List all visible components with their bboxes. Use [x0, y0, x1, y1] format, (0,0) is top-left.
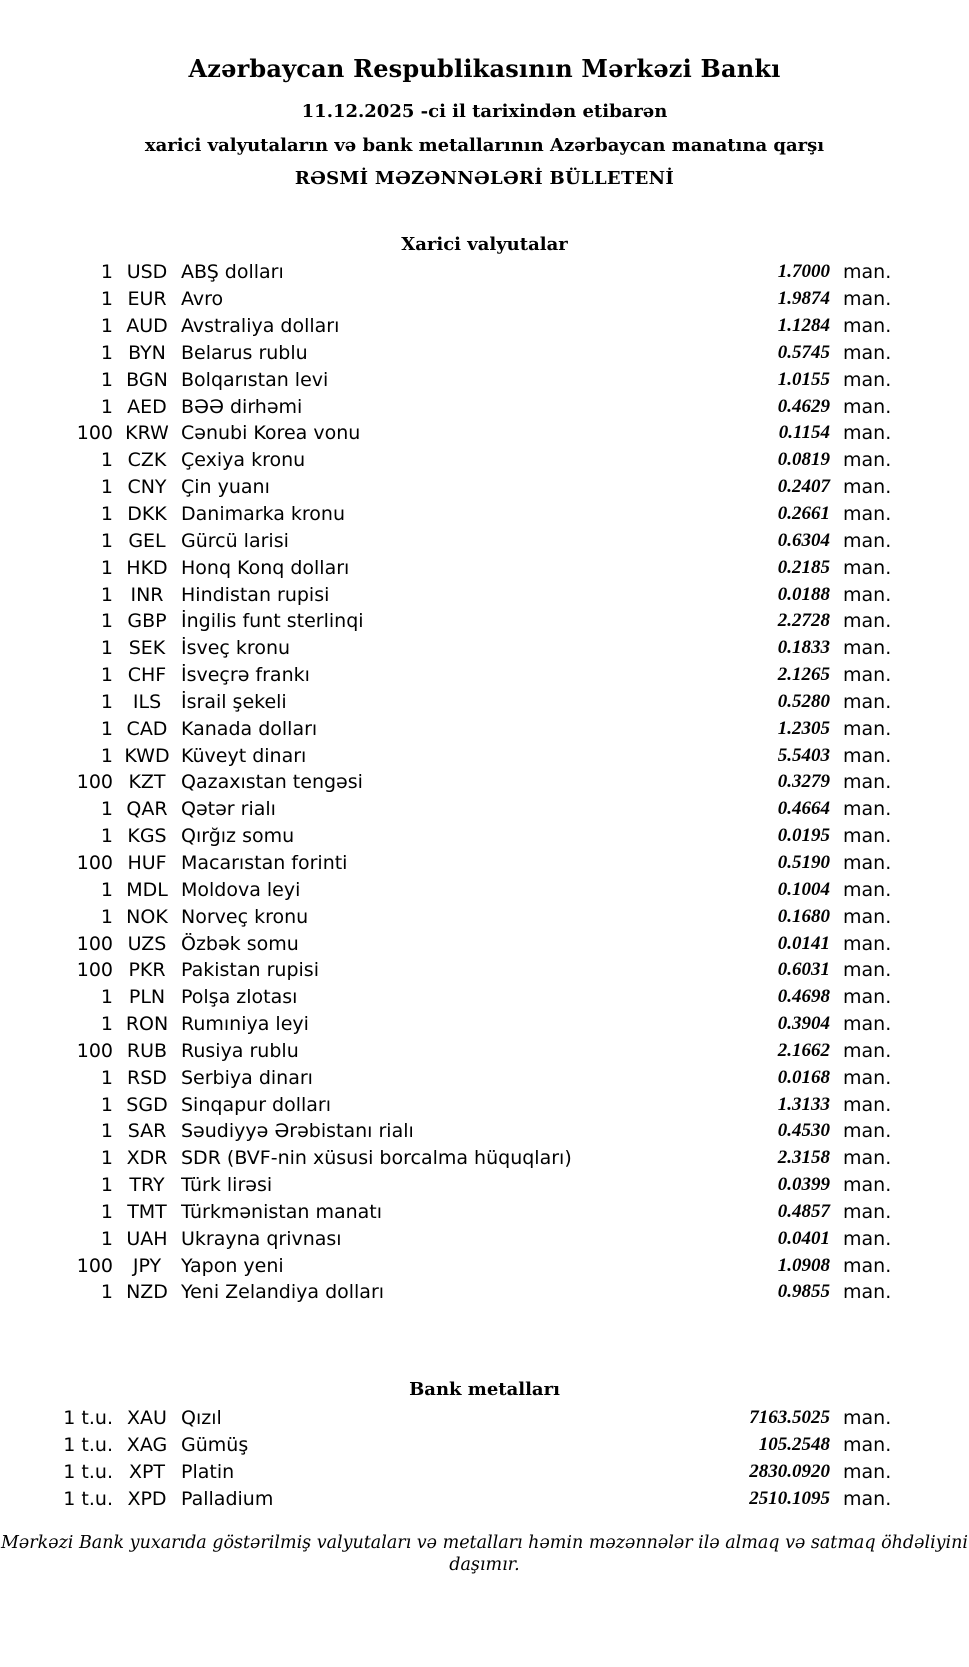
currency-code: INR [130, 583, 164, 606]
currency-code: TRY [129, 1174, 165, 1197]
currency-name: Sinqapur dolları [181, 1093, 332, 1116]
currency-row [0, 984, 895, 1011]
currency-unit: man. [843, 878, 892, 901]
currency-code: CAD [126, 717, 168, 740]
currency-name: Honq Konq dolları [181, 556, 350, 579]
metal-quantity: 1 t.u. [63, 1487, 113, 1510]
currency-unit: man. [843, 717, 892, 740]
foreign-currencies-table [0, 259, 895, 1306]
currency-name: Yeni Zelandiya dolları [181, 1281, 385, 1304]
currency-rate: 0.0819 [777, 449, 830, 471]
currency-unit: man. [843, 610, 892, 633]
currency-row [0, 742, 895, 769]
metal-code: XAG [126, 1434, 168, 1457]
metal-unit: man. [843, 1487, 892, 1510]
currency-unit: man. [843, 261, 892, 284]
currency-unit: man. [843, 664, 892, 687]
currency-name: Qırğız somu [181, 825, 295, 848]
currency-code: PKR [128, 959, 166, 982]
currency-quantity: 1 [100, 476, 113, 499]
currency-quantity: 1 [100, 1174, 113, 1197]
currency-unit: man. [843, 959, 892, 982]
currency-code: PLN [128, 986, 166, 1009]
currency-quantity: 1 [100, 1147, 113, 1170]
currency-row [0, 420, 895, 447]
metal-name: Palladium [181, 1487, 274, 1510]
currency-quantity: 1 [100, 905, 113, 928]
currency-rate: 2.2728 [777, 610, 830, 632]
currency-row [0, 259, 895, 286]
currency-code: CZK [127, 449, 167, 472]
currency-rate: 0.6304 [777, 529, 830, 551]
metal-row [0, 1405, 895, 1432]
currency-quantity: 100 [76, 932, 113, 955]
currency-unit: man. [843, 368, 892, 391]
currency-code: UAH [126, 1227, 168, 1250]
currency-quantity: 1 [100, 315, 113, 338]
currency-row [0, 447, 895, 474]
currency-row [0, 313, 895, 340]
currency-code: KZT [128, 771, 166, 794]
currency-name: Rusiya rublu [181, 1039, 299, 1062]
currency-rate: 0.4664 [777, 798, 830, 820]
currency-rate: 1.3133 [777, 1093, 830, 1115]
currency-row [0, 1037, 895, 1064]
currency-code: DKK [127, 503, 167, 526]
currency-name: Polşa zlotası [181, 986, 298, 1009]
currency-unit: man. [843, 449, 892, 472]
currency-name: Cənubi Korea vonu [181, 422, 361, 445]
currency-code: JPY [132, 1254, 162, 1277]
currency-quantity: 1 [100, 878, 113, 901]
currency-rate: 1.0908 [777, 1254, 830, 1276]
currency-unit: man. [843, 851, 892, 874]
currency-row [0, 635, 895, 662]
currency-quantity: 1 [100, 1200, 113, 1223]
currency-code: RUB [126, 1039, 168, 1062]
currency-row [0, 823, 895, 850]
currency-name: Qətər rialı [181, 798, 276, 821]
currency-row [0, 554, 895, 581]
currency-rate: 2.3158 [777, 1147, 830, 1169]
currency-name: Yapon yeni [181, 1254, 284, 1277]
currency-code: AUD [126, 315, 168, 338]
metal-code: XPT [128, 1461, 166, 1484]
currency-name: Gürcü larisi [181, 529, 289, 552]
currency-unit: man. [843, 1254, 892, 1277]
currency-code: EUR [127, 288, 167, 311]
currency-rate: 0.1833 [777, 637, 830, 659]
currency-quantity: 1 [100, 1093, 113, 1116]
currency-row [0, 957, 895, 984]
metal-code: XPD [127, 1487, 167, 1510]
currency-quantity: 1 [100, 825, 113, 848]
currency-row [0, 527, 895, 554]
currency-rate: 2.1265 [777, 664, 830, 686]
currency-row [0, 689, 895, 716]
metal-code: XAU [127, 1407, 167, 1430]
currency-unit: man. [843, 556, 892, 579]
currency-code: BGN [126, 368, 168, 391]
currency-row [0, 1064, 895, 1091]
currency-unit: man. [843, 1227, 892, 1250]
metal-quantity: 1 t.u. [63, 1407, 113, 1430]
currency-code: MDL [126, 878, 168, 901]
currency-rate: 0.0168 [777, 1066, 830, 1088]
currency-name: Hindistan rupisi [181, 583, 330, 606]
currency-quantity: 1 [100, 449, 113, 472]
metal-quantity: 1 t.u. [63, 1461, 113, 1484]
metal-row [0, 1432, 895, 1459]
currency-quantity: 100 [76, 771, 113, 794]
currency-row [0, 286, 895, 313]
currency-name: Moldova leyi [181, 878, 301, 901]
currency-unit: man. [843, 1200, 892, 1223]
currency-row [0, 1199, 895, 1226]
currency-rate: 0.9855 [777, 1281, 830, 1303]
currency-rate: 0.3904 [777, 1013, 830, 1035]
currency-code: GEL [128, 529, 166, 552]
currency-unit: man. [843, 1281, 892, 1304]
currency-quantity: 1 [100, 986, 113, 1009]
currency-name: BƏƏ dirhəmi [181, 395, 303, 418]
currency-unit: man. [843, 476, 892, 499]
currency-code: NOK [126, 905, 168, 928]
currency-code: HUF [127, 851, 167, 874]
currency-rate: 2.1662 [777, 1039, 830, 1061]
currency-code: USD [126, 261, 168, 284]
metal-rate: 105.2548 [758, 1434, 830, 1456]
currency-quantity: 1 [100, 1013, 113, 1036]
currency-row [0, 581, 895, 608]
currency-row [0, 393, 895, 420]
currency-quantity: 1 [100, 503, 113, 526]
currency-quantity: 1 [100, 583, 113, 606]
currency-name: Belarus rublu [181, 341, 308, 364]
currency-rate: 0.5280 [777, 690, 830, 712]
currency-name: Özbək somu [181, 932, 299, 955]
bulletin-subtitle: xarici valyutaların və bank metallarının Azərbaycan manatına qarşı [144, 135, 825, 156]
metal-unit: man. [843, 1434, 892, 1457]
currency-quantity: 1 [100, 556, 113, 579]
currency-row [0, 1279, 895, 1306]
currency-name: Çexiya kronu [181, 449, 306, 472]
currency-rate: 0.2661 [777, 503, 830, 525]
currency-code: RSD [127, 1066, 167, 1089]
currency-unit: man. [843, 288, 892, 311]
currency-rate: 0.1680 [777, 905, 830, 927]
currency-name: ABŞ dolları [181, 261, 284, 284]
metal-quantity: 1 t.u. [63, 1434, 113, 1457]
currency-rate: 0.4857 [777, 1200, 830, 1222]
currency-name: İngilis funt sterlinqi [181, 610, 364, 633]
currency-row [0, 796, 895, 823]
currency-rate: 0.4530 [777, 1120, 830, 1142]
currency-code: SAR [127, 1120, 167, 1143]
currency-rate: 0.2407 [777, 476, 830, 498]
currency-name: Rumıniya leyi [181, 1013, 309, 1036]
currency-name: Pakistan rupisi [181, 959, 319, 982]
bank-metals-table [0, 1405, 895, 1512]
currency-name: Danimarka kronu [181, 503, 346, 526]
metal-row [0, 1459, 895, 1486]
bank-title: Azərbaycan Respublikasının Mərkəzi Bankı [188, 54, 781, 83]
currency-code: GBP [127, 610, 167, 633]
currency-unit: man. [843, 637, 892, 660]
currency-unit: man. [843, 1039, 892, 1062]
currency-rate: 0.3279 [777, 771, 830, 793]
currency-name: Kanada dolları [181, 717, 318, 740]
currency-row [0, 366, 895, 393]
currency-code: AED [127, 395, 167, 418]
currency-code: NZD [126, 1281, 168, 1304]
currency-quantity: 1 [100, 1066, 113, 1089]
currency-quantity: 1 [100, 610, 113, 633]
currency-row [0, 1011, 895, 1038]
currency-rate: 0.6031 [777, 959, 830, 981]
metal-unit: man. [843, 1407, 892, 1430]
currency-name: İsveçrə frankı [181, 664, 310, 687]
currency-row [0, 769, 895, 796]
currency-unit: man. [843, 690, 892, 713]
currency-rate: 0.4629 [777, 395, 830, 417]
currency-name: Türkmənistan manatı [181, 1200, 383, 1223]
currency-rate: 0.1004 [777, 878, 830, 900]
currency-rate: 0.0141 [777, 932, 830, 954]
currency-unit: man. [843, 905, 892, 928]
bulletin-title: RƏSMİ MƏZƏNNƏLƏRİ BÜLLETENİ [294, 168, 675, 189]
currency-row [0, 474, 895, 501]
currency-name: Bolqarıstan levi [181, 368, 329, 391]
currency-quantity: 1 [100, 341, 113, 364]
currency-rate: 0.2185 [777, 556, 830, 578]
currency-row [0, 903, 895, 930]
currency-unit: man. [843, 986, 892, 1009]
currency-name: Küveyt dinarı [181, 744, 307, 767]
currency-rate: 0.1154 [778, 422, 830, 444]
currency-code: TMT [127, 1200, 167, 1223]
currency-unit: man. [843, 395, 892, 418]
currency-row [0, 715, 895, 742]
currency-name: İsveç kronu [181, 637, 291, 660]
currency-quantity: 1 [100, 717, 113, 740]
metal-unit: man. [843, 1461, 892, 1484]
metal-name: Qızıl [181, 1407, 222, 1430]
currency-rate: 1.0155 [777, 368, 830, 390]
currency-quantity: 100 [76, 1254, 113, 1277]
currency-code: KRW [125, 422, 169, 445]
currency-code: KGS [127, 825, 167, 848]
currency-code: XDR [126, 1147, 168, 1170]
currency-name: Serbiya dinarı [181, 1066, 313, 1089]
currency-code: CHF [127, 664, 167, 687]
currency-unit: man. [843, 1013, 892, 1036]
currency-unit: man. [843, 529, 892, 552]
currency-name: Ukrayna qrivnası [181, 1227, 342, 1250]
currency-unit: man. [843, 1066, 892, 1089]
currency-code: RON [125, 1013, 169, 1036]
currency-code: KWD [124, 744, 170, 767]
currency-quantity: 1 [100, 261, 113, 284]
currency-name: Avro [181, 288, 224, 311]
currency-rate: 0.0399 [777, 1174, 830, 1196]
currency-quantity: 1 [100, 288, 113, 311]
currency-rate: 0.4698 [777, 986, 830, 1008]
effective-date-line: 11.12.2025 -ci il tarixindən etibarən [301, 101, 668, 122]
currency-quantity: 100 [76, 959, 113, 982]
currency-code: SEK [128, 637, 166, 660]
metal-name: Platin [181, 1461, 235, 1484]
currency-rate: 1.1284 [777, 315, 830, 337]
currency-name: İsrail şekeli [181, 690, 287, 713]
currency-quantity: 1 [100, 529, 113, 552]
currency-row [0, 1145, 895, 1172]
currency-quantity: 1 [100, 1120, 113, 1143]
currency-rate: 0.5745 [777, 341, 830, 363]
metal-rate: 2830.0920 [749, 1461, 830, 1483]
currency-unit: man. [843, 744, 892, 767]
currency-name: Türk lirəsi [181, 1174, 273, 1197]
disclaimer-text: Mərkəzi Bank yuxarıda göstərilmiş valyutaları və metalları həmin məzənnələr ilə almaq və satmaq öhdəliyini daşımır. [0, 1533, 969, 1576]
currency-rate: 1.9874 [777, 288, 830, 310]
currency-rate: 1.7000 [777, 261, 830, 283]
currency-unit: man. [843, 1093, 892, 1116]
currency-row [0, 1225, 895, 1252]
currency-unit: man. [843, 422, 892, 445]
currency-row [0, 1118, 895, 1145]
currency-row [0, 608, 895, 635]
currency-rate: 0.0401 [777, 1227, 830, 1249]
currency-rate: 0.0195 [777, 825, 830, 847]
currency-unit: man. [843, 315, 892, 338]
currency-row [0, 1172, 895, 1199]
currency-unit: man. [843, 1120, 892, 1143]
currency-name: Norveç kronu [181, 905, 309, 928]
currency-row [0, 850, 895, 877]
currency-row [0, 1091, 895, 1118]
currency-unit: man. [843, 341, 892, 364]
currency-quantity: 100 [76, 851, 113, 874]
currency-quantity: 1 [100, 368, 113, 391]
currency-name: Çin yuanı [181, 476, 270, 499]
metal-rate: 7163.5025 [749, 1407, 830, 1429]
currency-quantity: 100 [76, 422, 113, 445]
currency-quantity: 1 [100, 798, 113, 821]
currency-unit: man. [843, 798, 892, 821]
currency-unit: man. [843, 1147, 892, 1170]
metal-rate: 2510.1095 [749, 1487, 830, 1509]
currency-code: BYN [128, 341, 166, 364]
currency-quantity: 1 [100, 1281, 113, 1304]
metal-row [0, 1485, 895, 1512]
currency-quantity: 1 [100, 690, 113, 713]
currency-name: Qazaxıstan tengəsi [181, 771, 363, 794]
currency-unit: man. [843, 583, 892, 606]
currency-unit: man. [843, 503, 892, 526]
currency-quantity: 1 [100, 1227, 113, 1250]
section-title-foreign-currencies: Xarici valyutalar [401, 234, 568, 255]
currency-row [0, 930, 895, 957]
currency-rate: 0.0188 [777, 583, 830, 605]
currency-row [0, 876, 895, 903]
currency-code: CNY [127, 476, 167, 499]
currency-unit: man. [843, 932, 892, 955]
currency-quantity: 1 [100, 395, 113, 418]
currency-quantity: 1 [100, 664, 113, 687]
currency-rate: 1.2305 [777, 717, 830, 739]
currency-unit: man. [843, 771, 892, 794]
currency-quantity: 1 [100, 637, 113, 660]
currency-quantity: 1 [100, 744, 113, 767]
currency-rate: 5.5403 [777, 744, 830, 766]
currency-name: SDR (BVF-nin xüsusi borcalma hüquqları) [181, 1147, 572, 1170]
currency-name: Avstraliya dolları [181, 315, 340, 338]
currency-unit: man. [843, 1174, 892, 1197]
currency-code: ILS [132, 690, 162, 713]
currency-row [0, 662, 895, 689]
currency-row [0, 501, 895, 528]
currency-code: QAR [126, 798, 168, 821]
currency-rate: 0.5190 [777, 851, 830, 873]
currency-code: UZS [127, 932, 167, 955]
metal-name: Gümüş [181, 1434, 249, 1457]
currency-quantity: 100 [76, 1039, 113, 1062]
currency-code: SGD [126, 1093, 168, 1116]
currency-name: Səudiyyə Ərəbistanı rialı [181, 1120, 414, 1143]
currency-row [0, 1252, 895, 1279]
currency-row [0, 340, 895, 367]
currency-code: HKD [126, 556, 168, 579]
currency-name: Macarıstan forinti [181, 851, 348, 874]
section-title-bank-metals: Bank metalları [409, 1378, 560, 1400]
currency-unit: man. [843, 825, 892, 848]
